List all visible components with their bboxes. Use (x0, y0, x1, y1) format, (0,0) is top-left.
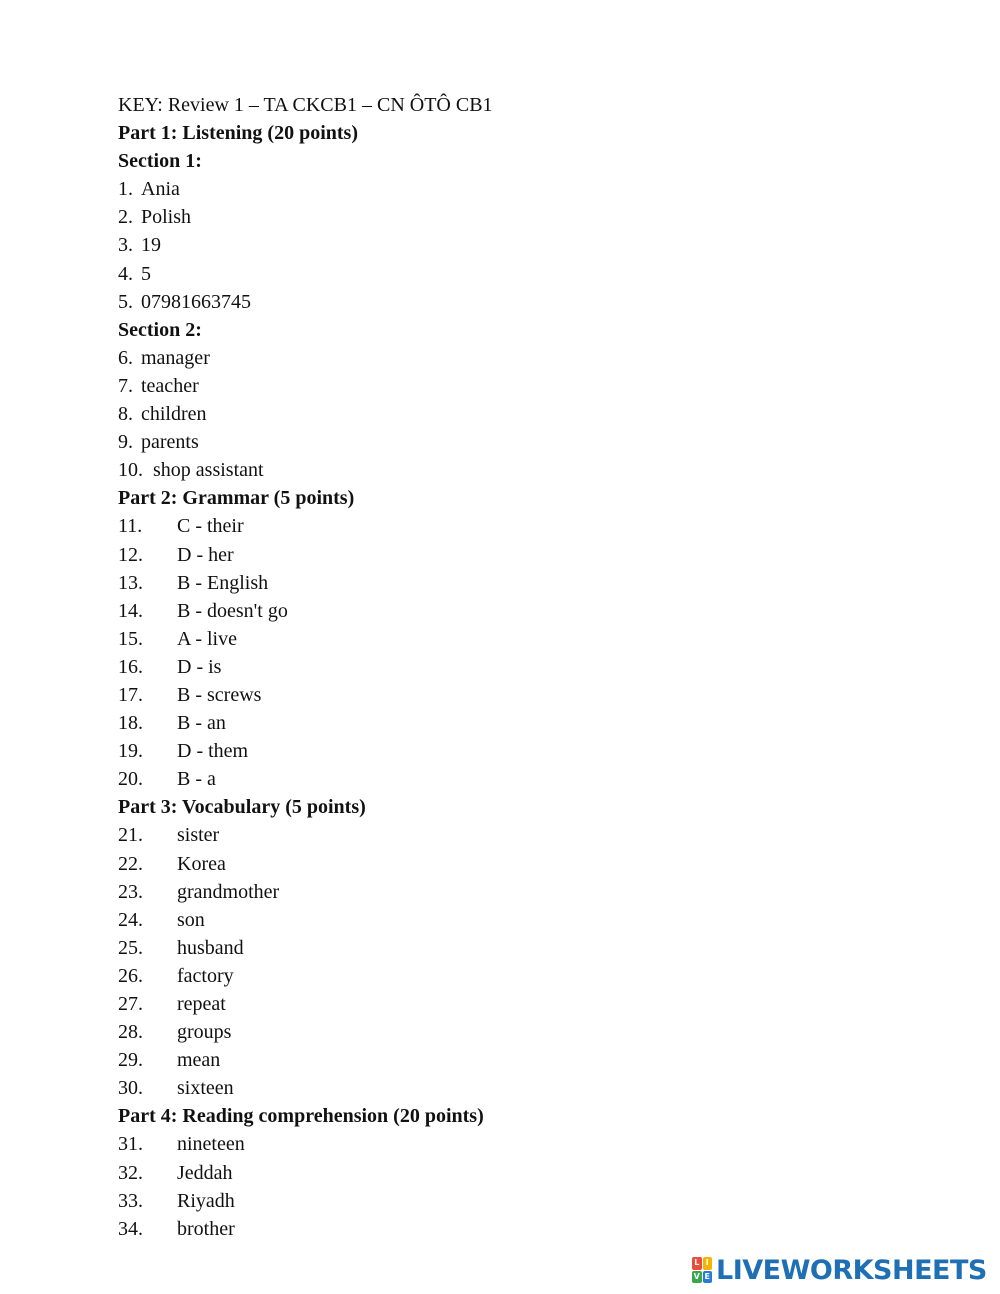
answer-text: brother (177, 1217, 235, 1240)
answer-item (118, 597, 938, 625)
answer-item (118, 709, 938, 737)
answer-number: 5. (118, 290, 133, 313)
answer-number: 30. (118, 1077, 143, 1100)
answer-text: Riyadh (177, 1189, 235, 1212)
answer-number: 34. (118, 1217, 143, 1240)
section1-heading: Section 1: (118, 150, 202, 173)
badge-letter: L (692, 1257, 702, 1270)
answer-item (118, 934, 938, 962)
answer-text: B - doesn't go (177, 599, 288, 622)
answer-number: 21. (118, 824, 143, 847)
part4-heading: Part 4: Reading comprehension (20 points) (118, 1105, 484, 1128)
answer-text: Ania (141, 178, 180, 201)
answer-text: 19 (141, 234, 161, 257)
answer-number: 1. (118, 178, 133, 201)
answer-number: 15. (118, 627, 143, 650)
answer-text: shop assistant (153, 459, 264, 482)
answer-number: 22. (118, 852, 143, 875)
answer-text: B - an (177, 712, 226, 735)
section1-answer-list (118, 175, 938, 315)
answer-text: B - English (177, 571, 269, 594)
answer-text: factory (177, 964, 234, 987)
answer-item (118, 1187, 938, 1215)
answer-text: repeat (177, 993, 226, 1015)
answer-text: grandmother (177, 880, 280, 903)
badge-letter: E (703, 1271, 713, 1284)
liveworksheets-logo-text: LIVEWORKSHEETS (716, 1254, 987, 1286)
answer-number: 13. (118, 571, 143, 594)
answer-number: 20. (118, 768, 143, 791)
badge-letter: I (703, 1257, 713, 1270)
part3-answer-list (118, 821, 938, 1102)
answer-number: 24. (118, 908, 143, 931)
answer-text: Korea (177, 852, 226, 875)
answer-number: 17. (118, 683, 143, 706)
part2-heading: Part 2: Grammar (5 points) (118, 487, 355, 510)
answer-item (118, 1159, 938, 1187)
answer-item (118, 175, 938, 203)
answer-number: 19. (118, 740, 143, 763)
answer-item (118, 288, 938, 316)
answer-key-document (118, 91, 938, 1243)
answer-text: B - a (177, 768, 216, 791)
answer-number: 4. (118, 262, 133, 285)
answer-number: 28. (118, 1021, 143, 1044)
answer-item (118, 512, 938, 540)
answer-text: Polish (141, 206, 192, 229)
answer-item (118, 260, 938, 288)
document-title: KEY: Review 1 – TA CKCB1 – CN ÔTÔ CB1 (118, 94, 493, 116)
answer-item (118, 344, 938, 372)
answer-item (118, 1046, 938, 1074)
answer-number: 23. (118, 880, 143, 903)
answer-number: 11. (118, 515, 143, 538)
answer-text: husband (177, 936, 244, 959)
answer-number: 12. (118, 543, 143, 566)
part2-answer-list (118, 512, 938, 793)
answer-number: 2. (118, 206, 133, 229)
answer-number: 32. (118, 1161, 143, 1184)
answer-item (118, 878, 938, 906)
answer-text: parents (141, 431, 199, 454)
answer-number: 18. (118, 712, 143, 735)
answer-item (118, 962, 938, 990)
answer-text: B - screws (177, 683, 262, 706)
answer-number: 10. (118, 459, 143, 482)
answer-item (118, 541, 938, 569)
answer-text: A - live (177, 627, 237, 650)
answer-item (118, 737, 938, 765)
answer-text: C - their (177, 515, 244, 538)
answer-number: 33. (118, 1189, 143, 1212)
answer-number: 9. (118, 431, 133, 454)
answer-number: 14. (118, 599, 143, 622)
answer-item (118, 765, 938, 793)
answer-text: manager (141, 346, 210, 369)
answer-item (118, 372, 938, 400)
answer-number: 29. (118, 1049, 143, 1072)
answer-text: D - them (177, 740, 249, 763)
answer-number: 7. (118, 374, 133, 397)
answer-text: mean (177, 1049, 221, 1072)
part4-answer-list (118, 1130, 938, 1242)
answer-text: Jeddah (177, 1161, 233, 1184)
answer-item (118, 850, 938, 878)
answer-text: D - her (177, 543, 234, 566)
answer-text: 5 (141, 262, 151, 285)
answer-text: 07981663745 (141, 290, 251, 313)
answer-item (118, 990, 938, 1018)
answer-item (118, 1130, 938, 1158)
answer-item (118, 569, 938, 597)
answer-item (118, 1018, 938, 1046)
answer-text: sixteen (177, 1077, 234, 1100)
part1-heading: Part 1: Listening (20 points) (118, 122, 358, 145)
answer-number: 8. (118, 403, 133, 426)
section2-answer-list (118, 344, 938, 484)
answer-number: 16. (118, 655, 143, 678)
answer-item (118, 231, 938, 259)
answer-text: teacher (141, 374, 199, 397)
answer-number: 25. (118, 936, 143, 959)
answer-item (118, 821, 938, 849)
answer-item (118, 653, 938, 681)
answer-text: children (141, 403, 207, 426)
answer-item (118, 203, 938, 231)
part3-heading: Part 3: Vocabulary (5 points) (118, 796, 366, 819)
badge-letter: V (692, 1271, 702, 1284)
answer-item (118, 428, 938, 456)
answer-item (118, 681, 938, 709)
answer-number: 31. (118, 1133, 143, 1156)
answer-text: D - is (177, 655, 222, 678)
liveworksheets-badge-icon (692, 1257, 712, 1283)
liveworksheets-logo (692, 1254, 987, 1286)
answer-item (118, 906, 938, 934)
answer-number: 6. (118, 346, 133, 369)
answer-number: 27. (118, 993, 143, 1015)
answer-number: 26. (118, 964, 143, 987)
answer-item (118, 1074, 938, 1102)
answer-item (118, 625, 938, 653)
answer-number: 3. (118, 234, 133, 257)
answer-text: sister (177, 824, 220, 847)
answer-text: nineteen (177, 1133, 245, 1156)
answer-text: son (177, 908, 205, 931)
answer-text: groups (177, 1021, 232, 1044)
answer-item (118, 400, 938, 428)
answer-item (118, 1215, 938, 1243)
answer-item (118, 456, 938, 484)
section2-heading: Section 2: (118, 318, 202, 341)
